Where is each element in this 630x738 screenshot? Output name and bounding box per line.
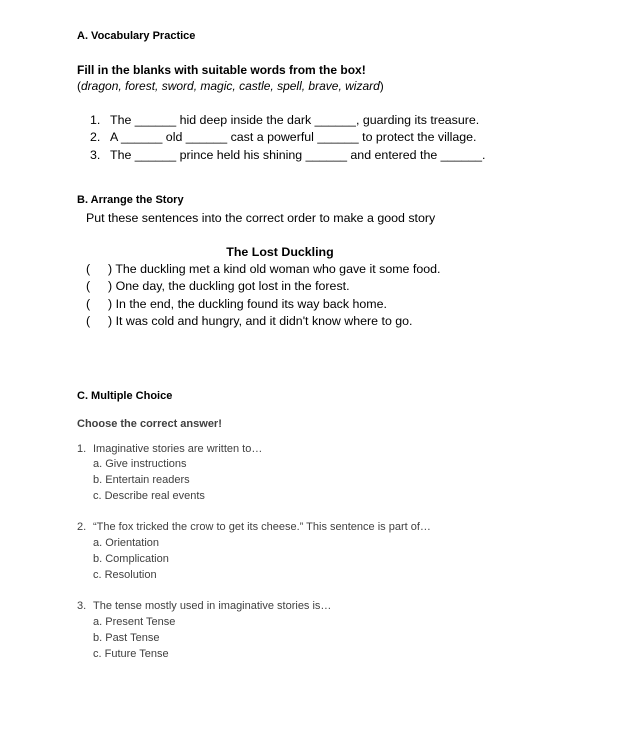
order-blank: ( (86, 297, 91, 311)
sentence-text: ) In the end, the duckling found its way back home. (108, 297, 387, 311)
question-text: “The fox tricked the crow to get its cheese.” This sentence is part of… (93, 521, 431, 533)
question-text: The tense mostly used in imaginative stories is… (93, 600, 332, 612)
word-box-words: dragon, forest, sword, magic, castle, spell, brave, wizard (81, 79, 380, 93)
section-a-heading: A. Vocabulary Practice (77, 30, 196, 42)
question-number: 3. (77, 600, 87, 612)
section-c-heading: C. Multiple Choice (77, 390, 173, 402)
answer-option: a. Give instructions (93, 458, 187, 470)
answer-option: c. Resolution (93, 569, 157, 581)
item-number: 2. (90, 130, 101, 144)
order-blank: ( (86, 262, 91, 276)
word-box-close: ) (379, 79, 384, 93)
item-number: 1. (90, 113, 101, 127)
order-blank: ( (86, 279, 91, 293)
section-a-instruction: Fill in the blanks with suitable words from the box! (77, 63, 366, 77)
answer-option: b. Past Tense (93, 632, 160, 644)
sentence-text: ) The duckling met a kind old woman who gave it some food. (108, 262, 441, 276)
section-b-heading: B. Arrange the Story (77, 194, 184, 206)
sentence-text: ) It was cold and hungry, and it didn't know where to go. (108, 314, 413, 328)
story-sentence (86, 297, 387, 311)
story-sentence (86, 262, 440, 276)
question-text: Imaginative stories are written to… (93, 443, 263, 455)
item-text: The ______ prince held his shining ______ and entered the ______. (110, 148, 486, 162)
fill-blank-item (90, 130, 476, 144)
question (77, 600, 331, 612)
item-text: A ______ old ______ cast a powerful ______ to protect the village. (110, 130, 477, 144)
answer-option: b. Complication (93, 553, 169, 565)
word-box-open: ( (77, 79, 81, 93)
story-sentence (86, 314, 413, 328)
fill-blank-item (90, 148, 485, 162)
question (77, 443, 262, 455)
section-c-instruction: Choose the correct answer! (77, 418, 222, 430)
story-title: The Lost Duckling (226, 245, 334, 259)
section-b-instruction: Put these sentences into the correct order to make a good story (86, 211, 436, 225)
sentence-text: ) One day, the duckling got lost in the forest. (108, 279, 350, 293)
item-number: 3. (90, 148, 101, 162)
answer-option: c. Future Tense (93, 648, 169, 660)
question-number: 1. (77, 443, 87, 455)
question (77, 521, 431, 533)
item-text: The ______ hid deep inside the dark ______, guarding its treasure. (110, 113, 480, 127)
answer-option: a. Present Tense (93, 616, 176, 628)
question-number: 2. (77, 521, 87, 533)
order-blank: ( (86, 314, 91, 328)
answer-option: c. Describe real events (93, 490, 205, 502)
word-box (77, 79, 384, 93)
fill-blank-item (90, 113, 479, 127)
answer-option: a. Orientation (93, 537, 160, 549)
story-sentence (86, 279, 350, 293)
answer-option: b. Entertain readers (93, 474, 190, 486)
